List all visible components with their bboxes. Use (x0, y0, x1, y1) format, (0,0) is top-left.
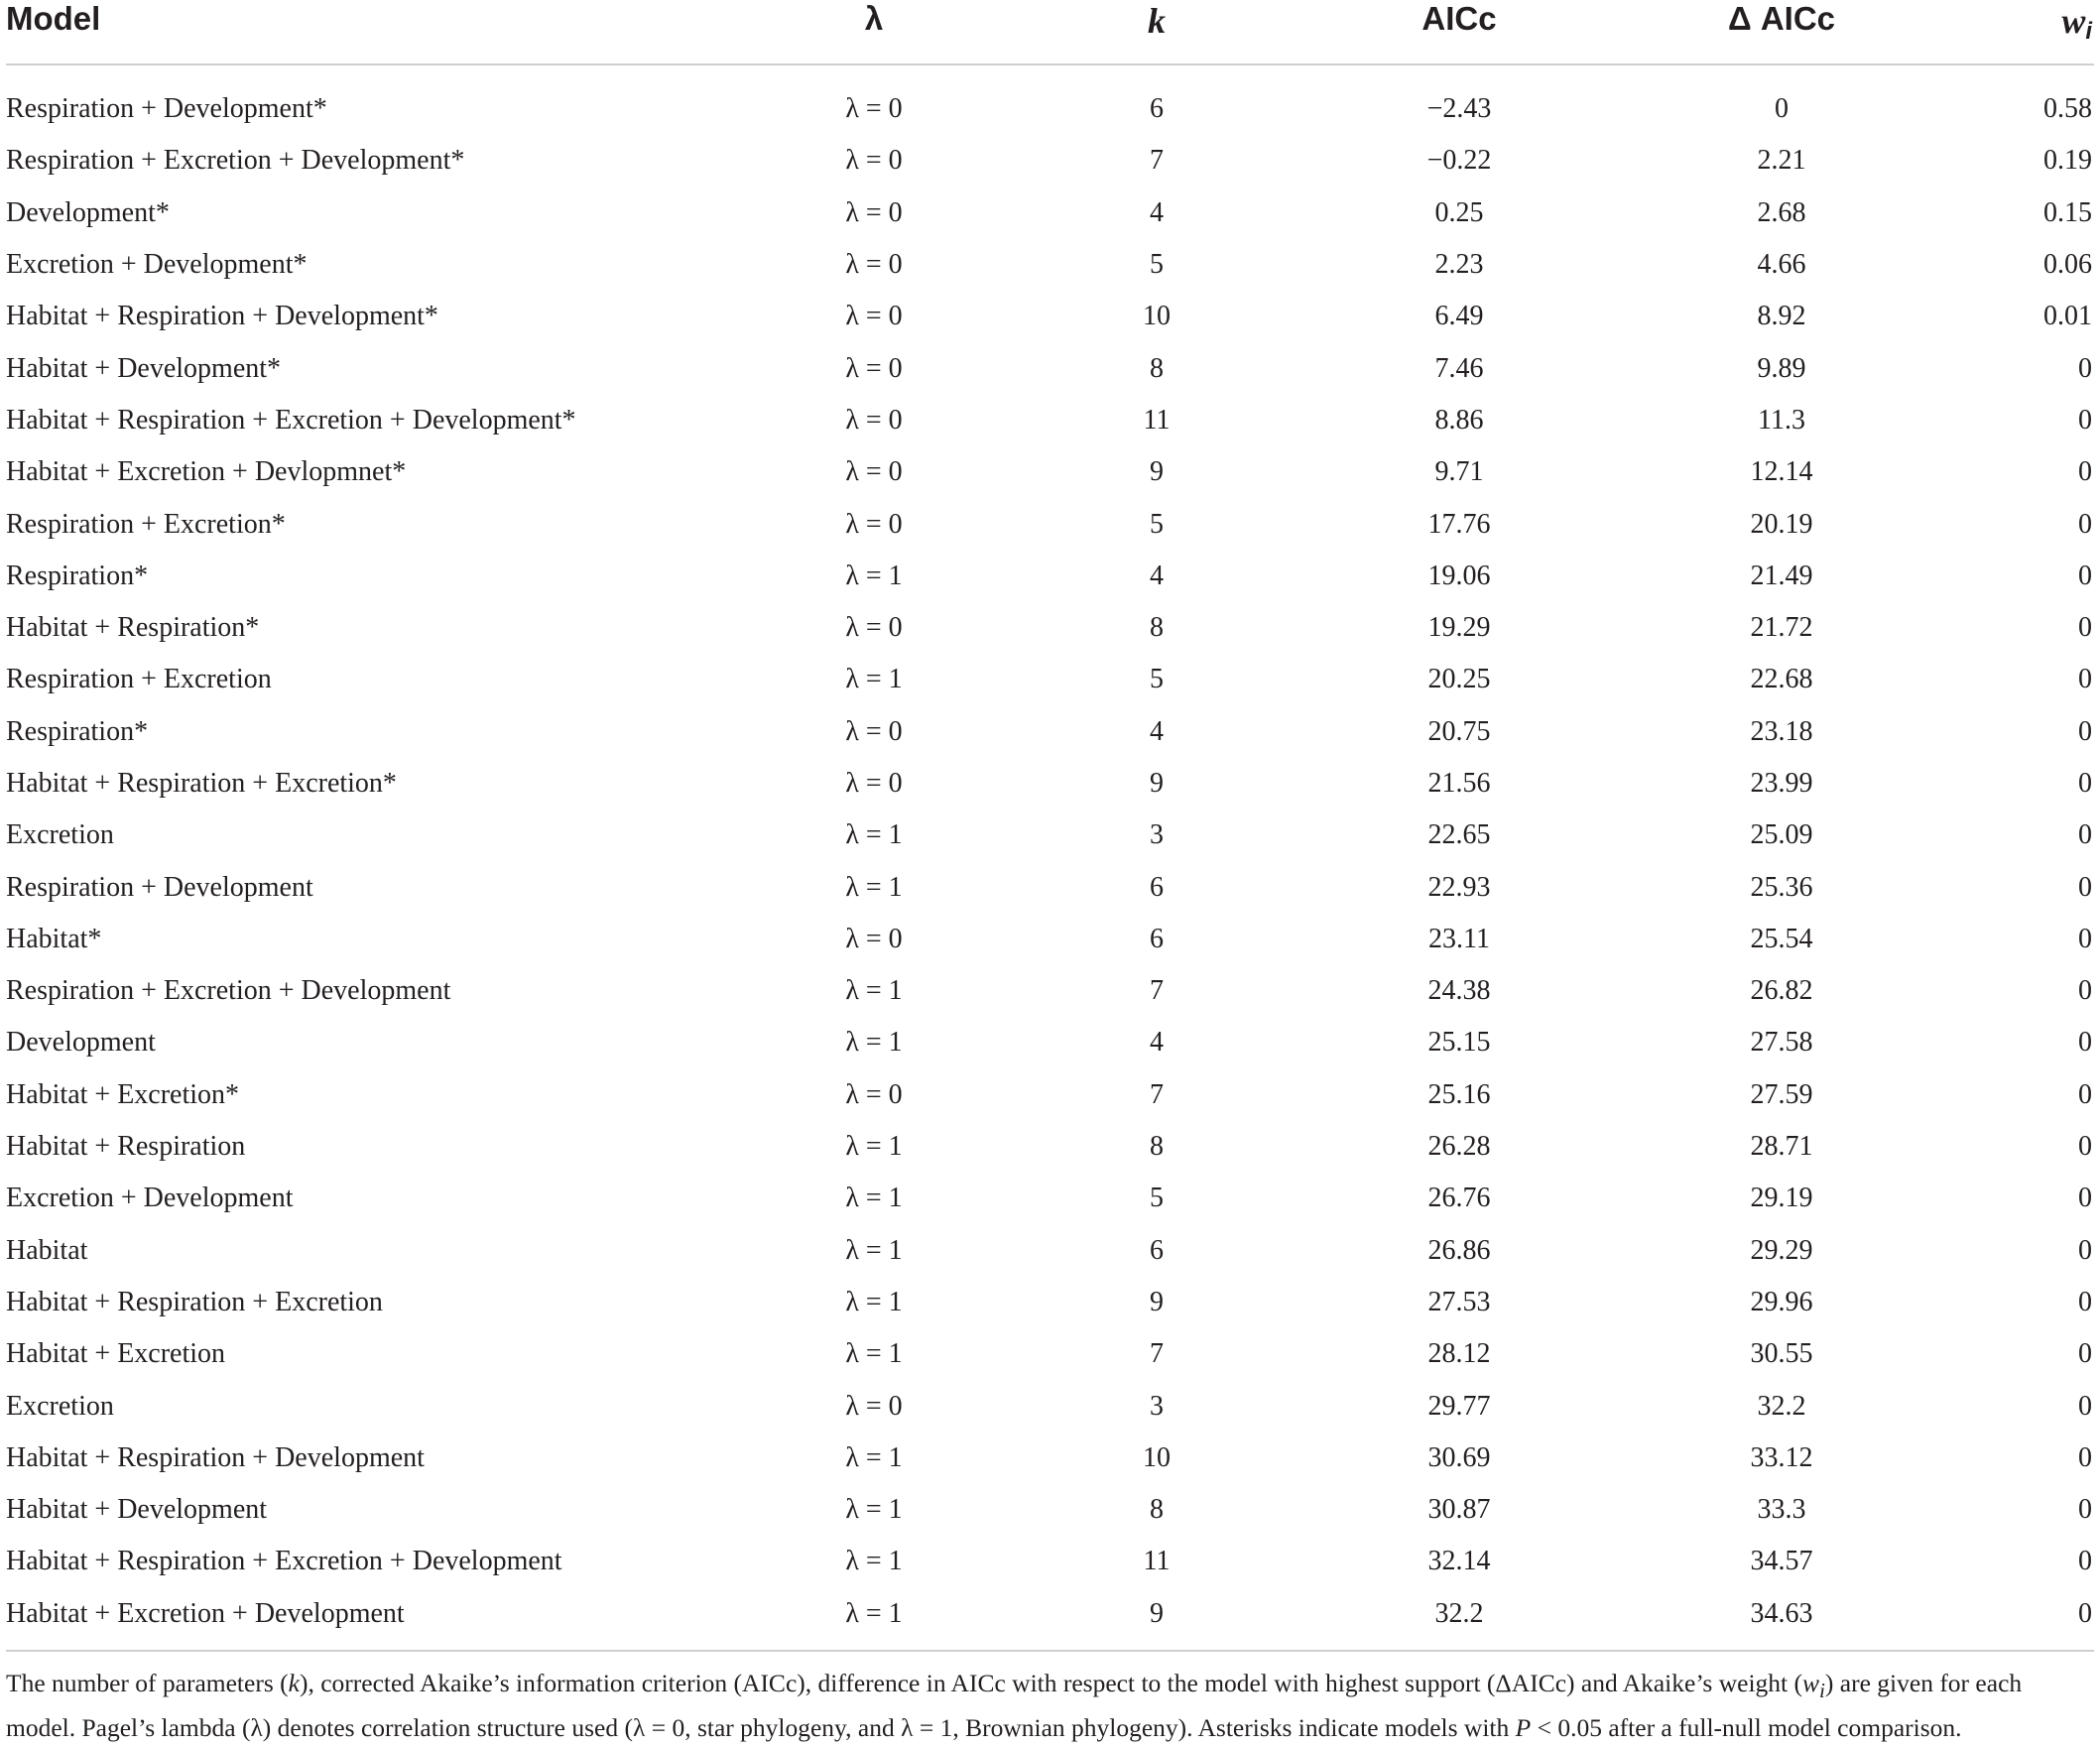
cell-k: 10 (1143, 1441, 1171, 1473)
cell-aicc: 26.86 (1427, 1234, 1491, 1266)
footnote-p: P (1515, 1713, 1532, 1743)
cell-delta-aicc: 25.36 (1750, 871, 1813, 903)
cell-lambda: λ = 0 (845, 1078, 903, 1110)
header-aicc: AICc (1305, 0, 1613, 64)
cell-model: Habitat + Respiration + Excretion* (6, 768, 397, 799)
cell-lambda: λ = 1 (845, 1183, 903, 1214)
footnote-part-1: The number of parameters ( (6, 1669, 289, 1697)
cell-k: 6 (1150, 923, 1164, 954)
cell-delta-aicc: 25.54 (1750, 923, 1813, 954)
cell-k: 5 (1150, 508, 1164, 540)
header-delta-aicc: Δ AICc (1613, 0, 1950, 64)
cell-model: Respiration* (6, 560, 149, 591)
cell-delta-aicc: 33.12 (1750, 1441, 1813, 1473)
table-row (6, 1536, 2094, 1587)
cell-lambda: λ = 1 (845, 1286, 903, 1317)
cell-lambda: λ = 0 (845, 1390, 903, 1422)
cell-aicc: 17.76 (1427, 508, 1491, 540)
cell-model: Habitat + Respiration* (6, 612, 260, 644)
cell-delta-aicc: 27.58 (1750, 1027, 1813, 1059)
cell-weight: 0 (2078, 1078, 2092, 1110)
cell-delta-aicc: 33.3 (1757, 1494, 1806, 1526)
cell-k: 7 (1150, 1338, 1164, 1370)
cell-k: 8 (1150, 1131, 1164, 1163)
cell-k: 4 (1150, 1027, 1164, 1059)
cell-model: Habitat (6, 1234, 88, 1266)
cell-delta-aicc: 4.66 (1757, 249, 1806, 281)
cell-model: Respiration* (6, 715, 149, 747)
cell-model: Development* (6, 196, 170, 228)
table-row (6, 706, 2094, 758)
footnote-part-3: ) are given for each model. Pagel’s lambda (λ) denotes correlation structure used (λ = 0, star phylogeny, and λ = 1, Brownian phylogeny). Asterisks indicate models with (6, 1669, 2023, 1743)
header-weight-text: w (2061, 1, 2086, 41)
cell-lambda: λ = 1 (845, 1546, 903, 1577)
table-row (6, 1121, 2094, 1173)
cell-delta-aicc: 26.82 (1750, 975, 1813, 1007)
cell-lambda: λ = 1 (845, 1234, 903, 1266)
cell-lambda: λ = 0 (845, 93, 903, 125)
table-row (6, 602, 2094, 654)
cell-weight: 0 (2078, 871, 2092, 903)
cell-model: Development (6, 1027, 156, 1059)
cell-lambda: λ = 1 (845, 819, 903, 851)
cell-delta-aicc: 8.92 (1757, 301, 1806, 332)
cell-aicc: 20.75 (1427, 715, 1491, 747)
footnote-part-2: ), corrected Akaike’s information criterion (AICc), difference in AICc with respect to the model with highest support (ΔAICc) and Akaike’s weight ( (299, 1669, 1802, 1697)
footnote-k: k (288, 1669, 300, 1697)
cell-k: 4 (1150, 196, 1164, 228)
cell-k: 4 (1150, 715, 1164, 747)
table-row (6, 965, 2094, 1017)
cell-weight: 0 (2078, 1494, 2092, 1526)
cell-aicc: 29.77 (1427, 1390, 1491, 1422)
cell-aicc: 2.23 (1434, 249, 1484, 281)
cell-aicc: 28.12 (1427, 1338, 1491, 1370)
cell-k: 7 (1150, 975, 1164, 1007)
cell-k: 5 (1150, 664, 1164, 695)
cell-lambda: λ = 1 (845, 1027, 903, 1059)
cell-lambda: λ = 1 (845, 1494, 903, 1526)
cell-delta-aicc: 2.21 (1757, 145, 1806, 177)
table-row (6, 64, 2094, 135)
cell-delta-aicc: 27.59 (1750, 1078, 1813, 1110)
cell-weight: 0 (2078, 715, 2092, 747)
cell-model: Habitat + Respiration + Excretion (6, 1286, 383, 1317)
cell-weight: 0 (2078, 508, 2092, 540)
cell-k: 6 (1150, 1234, 1164, 1266)
cell-weight: 0 (2078, 1546, 2092, 1577)
cell-lambda: λ = 1 (845, 1441, 903, 1473)
cell-delta-aicc: 20.19 (1750, 508, 1813, 540)
cell-aicc: 26.76 (1427, 1183, 1491, 1214)
cell-lambda: λ = 0 (845, 196, 903, 228)
cell-lambda: λ = 0 (845, 612, 903, 644)
cell-weight: 0 (2078, 975, 2092, 1007)
cell-model: Habitat + Respiration + Excretion + Development (6, 1546, 562, 1577)
cell-aicc: 24.38 (1427, 975, 1491, 1007)
cell-aicc: 27.53 (1427, 1286, 1491, 1317)
cell-lambda: λ = 1 (845, 560, 903, 591)
cell-weight: 0 (2078, 768, 2092, 799)
cell-delta-aicc: 22.68 (1750, 664, 1813, 695)
cell-delta-aicc: 9.89 (1757, 352, 1806, 384)
cell-weight: 0 (2078, 456, 2092, 488)
cell-aicc: 22.65 (1427, 819, 1491, 851)
table-body (6, 64, 2094, 1651)
cell-model: Habitat + Development* (6, 352, 282, 384)
cell-aicc: 6.49 (1434, 301, 1484, 332)
cell-weight: 0 (2078, 1286, 2092, 1317)
cell-model: Habitat + Respiration (6, 1131, 246, 1163)
table-row (6, 758, 2094, 810)
cell-aicc: 19.29 (1427, 612, 1491, 644)
cell-weight: 0 (2078, 1183, 2092, 1214)
cell-aicc: 20.25 (1427, 664, 1491, 695)
cell-model: Habitat + Respiration + Excretion + Development* (6, 404, 576, 436)
table-row (6, 810, 2094, 861)
table-row (6, 1277, 2094, 1328)
cell-lambda: λ = 0 (845, 715, 903, 747)
cell-k: 4 (1150, 560, 1164, 591)
header-model: Model (6, 0, 740, 64)
footnote-w-sub: i (1819, 1679, 1825, 1703)
header-weight (1950, 0, 2094, 64)
cell-delta-aicc: 23.18 (1750, 715, 1813, 747)
cell-model: Habitat* (6, 923, 102, 954)
cell-model: Habitat + Excretion + Devlopmnet* (6, 456, 407, 488)
cell-lambda: λ = 0 (845, 923, 903, 954)
cell-k: 7 (1150, 145, 1164, 177)
header-weight-sub: i (2085, 18, 2092, 45)
cell-weight: 0 (2078, 1234, 2092, 1266)
table-row (6, 551, 2094, 602)
cell-aicc: −2.43 (1426, 93, 1492, 125)
cell-aicc: −0.22 (1426, 145, 1492, 177)
cell-model: Respiration + Excretion (6, 664, 272, 695)
cell-weight: 0 (2078, 664, 2092, 695)
cell-model: Habitat + Respiration + Development (6, 1441, 425, 1473)
cell-delta-aicc: 30.55 (1750, 1338, 1813, 1370)
cell-delta-aicc: 34.57 (1750, 1546, 1813, 1577)
cell-aicc: 21.56 (1427, 768, 1491, 799)
cell-k: 6 (1150, 93, 1164, 125)
table-row (6, 395, 2094, 446)
cell-aicc: 22.93 (1427, 871, 1491, 903)
cell-weight: 0.01 (2043, 301, 2092, 332)
cell-model: Respiration + Excretion + Development* (6, 145, 465, 177)
cell-model: Respiration + Development* (6, 93, 327, 125)
table-footnote (6, 1665, 2094, 1746)
cell-model: Respiration + Development (6, 871, 313, 903)
table-row (6, 1017, 2094, 1068)
cell-k: 8 (1150, 1494, 1164, 1526)
cell-weight: 0 (2078, 1390, 2092, 1422)
cell-lambda: λ = 1 (845, 1338, 903, 1370)
cell-delta-aicc: 29.19 (1750, 1183, 1813, 1214)
cell-aicc: 7.46 (1434, 352, 1484, 384)
table-row (6, 446, 2094, 498)
table-row (6, 1484, 2094, 1536)
cell-lambda: λ = 0 (845, 508, 903, 540)
table-row (6, 1328, 2094, 1380)
cell-k: 3 (1150, 819, 1164, 851)
cell-aicc: 30.69 (1427, 1441, 1491, 1473)
cell-weight: 0 (2078, 1441, 2092, 1473)
cell-lambda: λ = 0 (845, 404, 903, 436)
table-row (6, 187, 2094, 239)
cell-aicc: 0.25 (1434, 196, 1484, 228)
cell-k: 5 (1150, 249, 1164, 281)
cell-lambda: λ = 1 (845, 664, 903, 695)
cell-model: Excretion (6, 1390, 114, 1422)
cell-model: Respiration + Excretion + Development (6, 975, 451, 1007)
cell-lambda: λ = 1 (845, 871, 903, 903)
cell-lambda: λ = 0 (845, 768, 903, 799)
cell-weight: 0 (2078, 612, 2092, 644)
cell-aicc: 25.16 (1427, 1078, 1491, 1110)
table-row (6, 1173, 2094, 1224)
cell-lambda: λ = 1 (845, 975, 903, 1007)
cell-model: Habitat + Excretion* (6, 1078, 240, 1110)
table-row (6, 1380, 2094, 1432)
table-row (6, 914, 2094, 965)
cell-k: 6 (1150, 871, 1164, 903)
table-row (6, 1225, 2094, 1277)
cell-delta-aicc: 25.09 (1750, 819, 1813, 851)
header-lambda: λ (740, 0, 1008, 64)
table-row (6, 291, 2094, 342)
cell-model: Excretion + Development (6, 1183, 294, 1214)
cell-weight: 0 (2078, 352, 2092, 384)
cell-model: Habitat + Development (6, 1494, 268, 1526)
cell-delta-aicc: 28.71 (1750, 1131, 1813, 1163)
table-row (6, 135, 2094, 187)
header-k (1008, 0, 1305, 64)
table-row (6, 498, 2094, 550)
cell-lambda: λ = 1 (845, 1131, 903, 1163)
cell-lambda: λ = 0 (845, 456, 903, 488)
cell-weight: 0 (2078, 819, 2092, 851)
table-row (6, 1069, 2094, 1121)
cell-delta-aicc: 29.29 (1750, 1234, 1813, 1266)
cell-delta-aicc: 32.2 (1757, 1390, 1806, 1422)
cell-aicc: 30.87 (1427, 1494, 1491, 1526)
cell-weight: 0 (2078, 1338, 2092, 1370)
cell-weight: 0.06 (2043, 249, 2092, 281)
cell-weight: 0.19 (2043, 145, 2092, 177)
cell-k: 8 (1150, 352, 1164, 384)
cell-weight: 0 (2078, 404, 2092, 436)
cell-delta-aicc: 2.68 (1757, 196, 1806, 228)
table-row (6, 861, 2094, 913)
cell-aicc: 25.15 (1427, 1027, 1491, 1059)
cell-aicc: 32.2 (1305, 1588, 1613, 1651)
table-row (6, 239, 2094, 291)
cell-model: Excretion (6, 819, 114, 851)
cell-lambda: λ = 0 (845, 249, 903, 281)
table-row (6, 342, 2094, 394)
cell-k: 7 (1150, 1078, 1164, 1110)
cell-weight: 0 (2078, 1027, 2092, 1059)
aicc-model-table (6, 0, 2094, 1652)
cell-k: 9 (1150, 1286, 1164, 1317)
cell-lambda: λ = 1 (740, 1588, 1008, 1651)
cell-k: 11 (1143, 404, 1171, 436)
cell-lambda: λ = 0 (845, 352, 903, 384)
cell-model: Respiration + Excretion* (6, 508, 286, 540)
cell-delta-aicc: 21.49 (1750, 560, 1813, 591)
header-k-text: k (1148, 1, 1166, 41)
cell-aicc: 23.11 (1428, 923, 1490, 954)
table-row (6, 1433, 2094, 1484)
cell-delta-aicc: 21.72 (1750, 612, 1813, 644)
cell-delta-aicc: 12.14 (1750, 456, 1813, 488)
cell-lambda: λ = 0 (845, 145, 903, 177)
cell-aicc: 8.86 (1434, 404, 1484, 436)
cell-k: 9 (1150, 768, 1164, 799)
cell-weight: 0 (2078, 1131, 2092, 1163)
cell-k: 3 (1150, 1390, 1164, 1422)
cell-model: Habitat + Excretion + Development (6, 1588, 740, 1651)
cell-model: Habitat + Excretion (6, 1338, 226, 1370)
cell-weight: 0 (2078, 560, 2092, 591)
cell-delta-aicc: 23.99 (1750, 768, 1813, 799)
cell-weight: 0 (2078, 923, 2092, 954)
cell-model: Excretion + Development* (6, 249, 308, 281)
cell-delta-aicc: 0 (1775, 93, 1789, 125)
cell-weight: 0 (1950, 1588, 2094, 1651)
cell-delta-aicc: 29.96 (1750, 1286, 1813, 1317)
cell-model: Habitat + Respiration + Development* (6, 301, 438, 332)
cell-k: 8 (1150, 612, 1164, 644)
cell-k: 9 (1150, 456, 1164, 488)
cell-weight: 0.58 (2043, 93, 2092, 125)
cell-aicc: 26.28 (1427, 1131, 1491, 1163)
table-row (6, 1588, 2094, 1651)
cell-k: 9 (1008, 1588, 1305, 1651)
cell-delta-aicc: 34.63 (1613, 1588, 1950, 1651)
cell-delta-aicc: 11.3 (1758, 404, 1805, 436)
cell-weight: 0.15 (2043, 196, 2092, 228)
cell-lambda: λ = 0 (845, 301, 903, 332)
cell-aicc: 32.14 (1427, 1546, 1491, 1577)
cell-aicc: 19.06 (1427, 560, 1491, 591)
cell-k: 5 (1150, 1183, 1164, 1214)
aicc-model-table-container (6, 0, 2094, 1652)
cell-k: 10 (1143, 301, 1171, 332)
table-header-row (6, 0, 2094, 64)
cell-aicc: 9.71 (1434, 456, 1484, 488)
cell-k: 11 (1143, 1546, 1171, 1577)
table-row (6, 654, 2094, 705)
footnote-w: w (1802, 1669, 1820, 1697)
footnote-part-4: < 0.05 after a full-null model comparison. (1531, 1713, 1962, 1743)
